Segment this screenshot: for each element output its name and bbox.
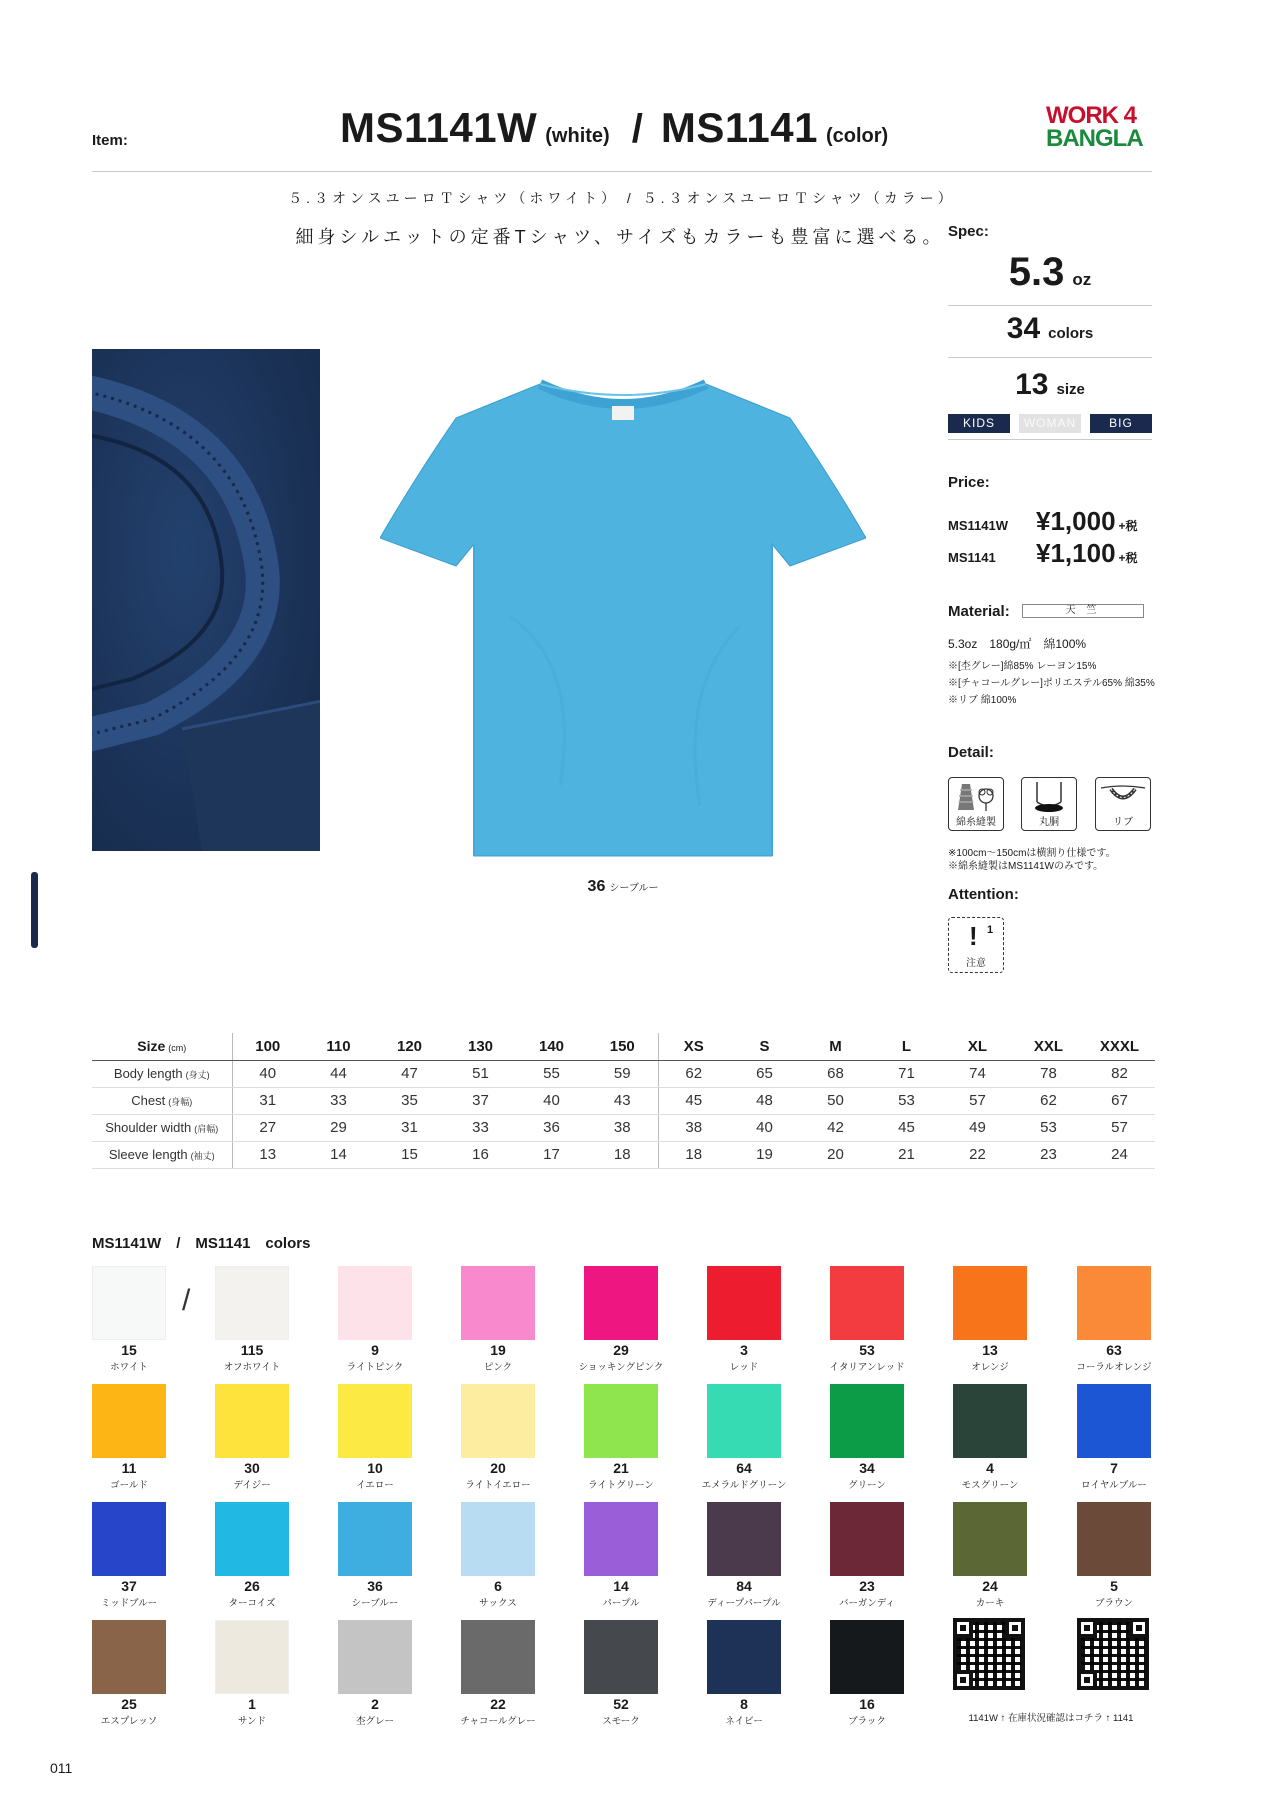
size-column-header: M	[800, 1033, 871, 1060]
price-tax: +税	[1118, 551, 1138, 565]
size-cell: 24	[1084, 1141, 1155, 1168]
color-swatch	[584, 1384, 658, 1458]
color-number: 25	[121, 1696, 137, 1712]
color-number: 53	[859, 1342, 875, 1358]
t-shirt-image	[380, 366, 866, 860]
measure-label	[92, 1087, 232, 1114]
size-column-header: S	[729, 1033, 800, 1060]
color-swatch	[338, 1620, 412, 1694]
attention-label: Attention:	[948, 886, 1019, 903]
size-header-label	[92, 1033, 232, 1060]
color-number: 64	[736, 1460, 752, 1476]
material-main: 5.3oz 180g/㎡ 綿100%	[948, 637, 1087, 651]
header-divider	[92, 171, 1152, 172]
color-number: 34	[859, 1460, 875, 1476]
warning-number: 1	[987, 924, 994, 936]
size-cell: 38	[658, 1114, 729, 1141]
spec-weight-unit: oz	[1072, 270, 1092, 289]
model-white: MS1141W	[340, 104, 538, 151]
item-label: Item:	[92, 132, 128, 149]
color-swatch	[92, 1620, 166, 1694]
size-cell: 13	[232, 1141, 303, 1168]
color-name: エスプレッソ	[100, 1716, 158, 1727]
color-swatch	[92, 1266, 166, 1340]
size-cell: 36	[516, 1114, 587, 1141]
cotton-thread-icon	[948, 777, 1004, 831]
size-cell: 65	[729, 1060, 800, 1087]
color-number: 19	[490, 1342, 506, 1358]
material-note: ※[杢グレー]綿85% レーヨン15%	[948, 661, 1097, 672]
color-name: モスグリーン	[961, 1480, 1019, 1491]
price-row	[948, 506, 1152, 537]
color-name: パープル	[602, 1598, 640, 1609]
size-cell: 50	[800, 1087, 871, 1114]
color-number: 20	[490, 1460, 506, 1476]
color-swatch	[338, 1266, 412, 1340]
size-table-row	[92, 1087, 1155, 1114]
color-name: ホワイト	[110, 1362, 148, 1373]
size-table-row	[92, 1060, 1155, 1087]
size-category-tags	[948, 414, 1152, 433]
color-name: ライトイエロー	[465, 1480, 531, 1491]
size-column-header: L	[871, 1033, 942, 1060]
warning-caption: 注意	[966, 958, 986, 969]
logo-line1: WORK 4	[1046, 102, 1136, 129]
color-swatch	[584, 1266, 658, 1340]
color-number: 52	[613, 1696, 629, 1712]
color-swatch	[830, 1620, 904, 1694]
color-swatch	[215, 1266, 289, 1340]
color-swatch	[338, 1502, 412, 1576]
size-column-header: 120	[374, 1033, 445, 1060]
color-number: 23	[859, 1578, 875, 1594]
color-swatch	[461, 1620, 535, 1694]
spec-colors-value: 34	[1006, 312, 1041, 345]
color-name: サックス	[479, 1598, 517, 1609]
white-variant-separator: /	[182, 1284, 191, 1317]
size-cell: 62	[658, 1060, 729, 1087]
size-cell: 31	[374, 1114, 445, 1141]
title-separator: /	[631, 107, 643, 151]
size-column-header: 140	[516, 1033, 587, 1060]
tag-big: BIG	[1090, 414, 1152, 433]
color-swatch	[215, 1620, 289, 1694]
size-cell: 78	[1013, 1060, 1084, 1087]
spec-sizes	[948, 368, 1152, 408]
size-table	[92, 1033, 1155, 1169]
detail-note: ※綿糸縫製はMS1141Wのみです。	[948, 861, 1104, 872]
color-name: デイジー	[233, 1480, 271, 1491]
size-cell: 57	[942, 1087, 1013, 1114]
size-cell: 74	[942, 1060, 1013, 1087]
material-note: ※リブ 綿100%	[948, 695, 1017, 706]
colors-title: MS1141W / MS1141 colors	[92, 1235, 311, 1252]
detail-caption: 綿糸縫製	[956, 817, 996, 828]
size-cell: 37	[445, 1087, 516, 1114]
color-number: 22	[490, 1696, 506, 1712]
size-cell: 40	[516, 1087, 587, 1114]
color-name: イエロー	[356, 1480, 394, 1491]
size-cell: 51	[445, 1060, 516, 1087]
page-number: 011	[50, 1760, 73, 1776]
size-column-header: 150	[587, 1033, 658, 1060]
size-cell: 47	[374, 1060, 445, 1087]
spec-colors	[948, 312, 1152, 358]
size-cell: 62	[1013, 1087, 1084, 1114]
color-name: ミッドブルー	[100, 1598, 158, 1609]
spec-colors-unit: colors	[1048, 325, 1094, 342]
tag-woman: WOMAN	[1019, 414, 1081, 433]
color-swatch	[461, 1384, 535, 1458]
size-cell: 23	[1013, 1141, 1084, 1168]
size-cell: 33	[303, 1087, 374, 1114]
size-cell: 31	[232, 1087, 303, 1114]
size-cell: 33	[445, 1114, 516, 1141]
spec-weight-value: 5.3	[1008, 250, 1065, 294]
measure-label	[92, 1141, 232, 1168]
color-name: ディープパープル	[707, 1598, 781, 1609]
spec-sizes-value: 13	[1015, 368, 1049, 401]
color-number: 15	[121, 1342, 137, 1358]
fabric-closeup-image	[92, 349, 320, 851]
color-name: ブラウン	[1094, 1598, 1133, 1609]
size-cell: 67	[1084, 1087, 1155, 1114]
size-cell: 18	[587, 1141, 658, 1168]
color-number: 2	[371, 1696, 379, 1712]
color-name: オフホワイト	[223, 1362, 281, 1373]
size-cell: 38	[587, 1114, 658, 1141]
tag-kids: KIDS	[948, 414, 1010, 433]
size-label: Size	[137, 1038, 166, 1055]
color-swatch	[92, 1502, 166, 1576]
size-cell: 17	[516, 1141, 587, 1168]
color-name: ゴールド	[110, 1480, 148, 1491]
measure-jp: (肩幅)	[194, 1124, 219, 1134]
color-number: 1	[248, 1696, 256, 1712]
color-number: 21	[613, 1460, 629, 1476]
measure-jp: (身幅)	[168, 1097, 193, 1107]
measure-name: Shoulder width	[105, 1120, 192, 1135]
color-number: 6	[494, 1578, 502, 1594]
color-swatch	[953, 1384, 1027, 1458]
measure-name: Chest	[131, 1093, 166, 1108]
color-name: チャコールグレー	[460, 1716, 536, 1727]
warning-icon	[948, 917, 1004, 973]
color-number: 9	[371, 1342, 379, 1358]
color-name: グリーン	[848, 1480, 886, 1491]
size-column-header: 110	[303, 1033, 374, 1060]
color-number: 8	[740, 1696, 748, 1712]
measure-jp: (袖丈)	[190, 1151, 215, 1161]
color-name: シーブルー	[351, 1598, 399, 1609]
color-number: 14	[613, 1578, 629, 1594]
color-name: スモーク	[602, 1716, 640, 1727]
size-cell: 49	[942, 1114, 1013, 1141]
tubular-body-icon	[1021, 777, 1077, 831]
color-number: 10	[367, 1460, 383, 1476]
size-cell: 53	[871, 1087, 942, 1114]
color-name: カーキ	[975, 1598, 1005, 1609]
color-number: 63	[1106, 1342, 1122, 1358]
brand-logo	[1046, 104, 1146, 150]
size-cell: 82	[1084, 1060, 1155, 1087]
color-swatch	[830, 1502, 904, 1576]
color-name: ロイヤルブルー	[1081, 1480, 1147, 1491]
price-code: MS1141W	[948, 518, 1008, 533]
size-column-header: XXL	[1013, 1033, 1084, 1060]
measure-label	[92, 1114, 232, 1141]
measure-name: Body length	[113, 1066, 183, 1081]
color-swatch	[707, 1266, 781, 1340]
size-cell: 20	[800, 1141, 871, 1168]
color-number: 16	[859, 1696, 875, 1712]
color-number: 115	[240, 1342, 264, 1358]
measure-name: Sleeve length	[108, 1147, 188, 1162]
color-swatch	[584, 1620, 658, 1694]
size-column-header: 130	[445, 1033, 516, 1060]
color-name: ライトグリーン	[588, 1480, 654, 1491]
size-cell: 18	[658, 1141, 729, 1168]
color-number: 36	[367, 1578, 383, 1594]
size-cell: 40	[729, 1114, 800, 1141]
color-name: ライトピンク	[346, 1362, 404, 1373]
color-name: ネイビー	[725, 1716, 763, 1727]
color-number: 37	[121, 1578, 137, 1594]
color-number: 4	[986, 1460, 994, 1476]
detail-note: ※100cm〜150cmは横割り仕様です。	[948, 848, 1116, 859]
color-swatch	[830, 1266, 904, 1340]
catch-copy: 細身シルエットの定番Tシャツ、サイズもカラーも豊富に選べる。	[295, 227, 945, 247]
color-name: オレンジ	[971, 1362, 1009, 1373]
color-number: 29	[613, 1342, 629, 1358]
qr-code-icon[interactable]	[953, 1618, 1025, 1690]
material-label: Material:	[948, 603, 1010, 620]
color-swatch	[584, 1502, 658, 1576]
detail-caption: リブ	[1113, 817, 1133, 828]
color-name: バーガンディ	[838, 1598, 896, 1609]
color-number: 84	[736, 1578, 752, 1594]
model-color-tag: (color)	[825, 125, 889, 147]
color-name: ショッキングピンク	[578, 1362, 664, 1373]
color-number: 11	[121, 1460, 137, 1476]
color-swatch	[215, 1384, 289, 1458]
color-name: エメラルドグリーン	[701, 1480, 787, 1491]
side-tab-marker	[31, 872, 38, 948]
size-cell: 21	[871, 1141, 942, 1168]
product-title	[340, 104, 888, 152]
color-swatch	[1077, 1266, 1151, 1340]
qr-code-icon[interactable]	[1077, 1618, 1149, 1690]
rib-collar-icon	[1095, 777, 1151, 831]
color-swatch	[953, 1266, 1027, 1340]
color-name: ターコイズ	[228, 1598, 276, 1609]
model-color: MS1141	[660, 104, 818, 151]
color-name: 杢グレー	[355, 1716, 394, 1727]
size-cell: 42	[800, 1114, 871, 1141]
shirt-color-caption	[560, 878, 686, 896]
size-unit: (cm)	[168, 1043, 187, 1054]
measure-jp: (身丈)	[185, 1070, 210, 1080]
color-swatch	[707, 1620, 781, 1694]
size-cell: 35	[374, 1087, 445, 1114]
color-name: サンド	[237, 1716, 267, 1727]
color-number: 7	[1110, 1460, 1118, 1476]
qr-caption: 1141W ↑ 在庫状況確認はコチラ ↑ 1141	[968, 1713, 1134, 1724]
color-swatch	[1077, 1502, 1151, 1576]
size-cell: 22	[942, 1141, 1013, 1168]
detail-caption: 丸胴	[1039, 817, 1059, 828]
material-fabric: 天 竺	[1022, 604, 1144, 618]
logo-line2: BANGLA	[1046, 125, 1143, 152]
warning-mark: !	[969, 921, 978, 951]
color-swatch	[707, 1384, 781, 1458]
price-value: ¥1,000	[1036, 506, 1116, 536]
size-cell: 57	[1084, 1114, 1155, 1141]
color-name: レッド	[729, 1362, 759, 1373]
detail-label: Detail:	[948, 744, 994, 761]
product-subtitle: ５.３オンスユーロＴシャツ（ホワイト） / ５.３オンスユーロＴシャツ（カラー）	[288, 190, 956, 206]
spec-divider	[948, 439, 1152, 440]
size-cell: 43	[587, 1087, 658, 1114]
color-swatch	[92, 1384, 166, 1458]
size-cell: 45	[871, 1114, 942, 1141]
color-swatch	[830, 1384, 904, 1458]
size-cell: 48	[729, 1087, 800, 1114]
size-cell: 14	[303, 1141, 374, 1168]
shirt-color-number: 36	[587, 878, 606, 895]
size-cell: 27	[232, 1114, 303, 1141]
material-note: ※[チャコールグレー]ポリエステル65% 綿35%	[948, 678, 1155, 689]
color-swatch	[338, 1384, 412, 1458]
color-name: ピンク	[483, 1362, 513, 1373]
size-column-header: XXXL	[1084, 1033, 1155, 1060]
size-cell: 29	[303, 1114, 374, 1141]
color-name: ブラック	[848, 1716, 886, 1727]
size-cell: 15	[374, 1141, 445, 1168]
size-cell: 19	[729, 1141, 800, 1168]
color-swatch	[707, 1502, 781, 1576]
size-cell: 16	[445, 1141, 516, 1168]
price-tax: +税	[1118, 519, 1138, 533]
price-label: Price:	[948, 474, 990, 491]
color-swatch	[461, 1266, 535, 1340]
spec-label: Spec:	[948, 223, 989, 240]
size-cell: 68	[800, 1060, 871, 1087]
color-swatch	[953, 1502, 1027, 1576]
price-value: ¥1,100	[1036, 538, 1116, 568]
size-table-row	[92, 1114, 1155, 1141]
color-name: イタリアンレッド	[829, 1362, 905, 1373]
color-number: 24	[982, 1578, 998, 1594]
spec-weight	[948, 250, 1152, 306]
size-table-row	[92, 1141, 1155, 1168]
color-number: 26	[244, 1578, 260, 1594]
color-swatch	[461, 1502, 535, 1576]
size-cell: 71	[871, 1060, 942, 1087]
size-cell: 53	[1013, 1114, 1084, 1141]
spec-sizes-unit: size	[1056, 381, 1085, 398]
price-code: MS1141	[948, 550, 996, 565]
color-name: コーラルオレンジ	[1076, 1362, 1152, 1373]
size-cell: 45	[658, 1087, 729, 1114]
size-header-row	[92, 1033, 1155, 1060]
color-swatch	[1077, 1384, 1151, 1458]
size-cell: 55	[516, 1060, 587, 1087]
color-number: 30	[244, 1460, 260, 1476]
color-number: 3	[740, 1342, 748, 1358]
color-number: 5	[1110, 1578, 1118, 1594]
size-column-header: 100	[232, 1033, 303, 1060]
size-cell: 40	[232, 1060, 303, 1087]
color-swatch	[215, 1502, 289, 1576]
size-cell: 44	[303, 1060, 374, 1087]
model-white-tag: (white)	[545, 125, 610, 147]
price-row	[948, 538, 1152, 569]
shirt-color-name: シーブルー	[609, 883, 659, 894]
color-number: 13	[982, 1342, 998, 1358]
size-column-header: XL	[942, 1033, 1013, 1060]
measure-label	[92, 1060, 232, 1087]
size-cell: 59	[587, 1060, 658, 1087]
size-column-header: XS	[658, 1033, 729, 1060]
